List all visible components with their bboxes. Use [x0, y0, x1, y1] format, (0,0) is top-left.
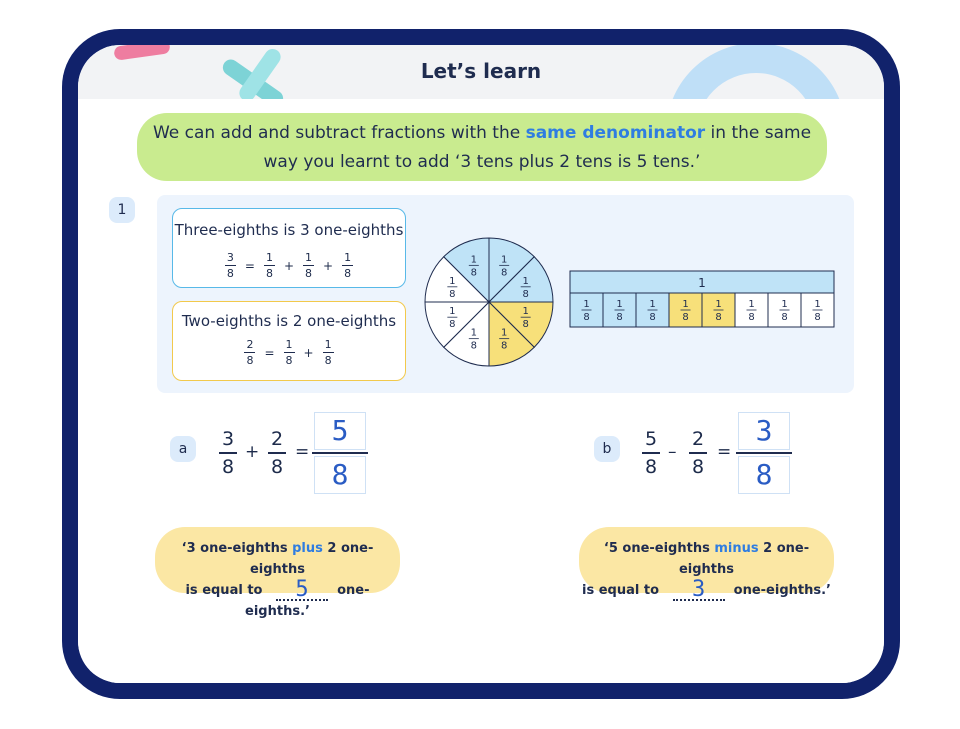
card-equation [173, 251, 405, 280]
svg-text:8: 8 [470, 267, 478, 279]
answer-numerator-box[interactable]: 3 [738, 412, 790, 450]
bar-whole-label: 1 [698, 276, 706, 290]
two-eighths-card [172, 301, 406, 381]
svg-text:8: 8 [470, 340, 478, 352]
fraction-bar [736, 452, 792, 454]
svg-text:8: 8 [781, 312, 788, 323]
eighths-pie-chart [422, 235, 556, 369]
numerator: 1 [265, 251, 273, 264]
svg-text:8: 8 [522, 288, 529, 300]
sentence-text: 2 one-eighths [678, 541, 810, 577]
numerator: 1 [305, 251, 313, 264]
answer-blank[interactable]: 3 [673, 581, 725, 601]
plus-sign: + [303, 345, 314, 360]
page-title: Let’s learn [420, 59, 542, 83]
numerator: 1 [324, 338, 332, 351]
fraction [244, 338, 255, 367]
sentence-text: ‘3 one-eighths [181, 541, 293, 556]
svg-text:1: 1 [616, 299, 623, 310]
denominator: 8 [305, 267, 313, 280]
svg-text:8: 8 [616, 312, 623, 323]
answer-denominator-box[interactable]: 8 [314, 456, 366, 494]
fraction-two-eighths [689, 428, 707, 478]
svg-text:1: 1 [522, 306, 529, 318]
operation-word: plus [292, 541, 323, 556]
answer-numerator-box[interactable]: 5 [314, 412, 366, 450]
fraction [303, 251, 314, 280]
svg-text:1: 1 [470, 327, 478, 339]
sentence-text: is equal to [582, 583, 660, 598]
denominator: 8 [270, 455, 284, 478]
part-b-badge: b [594, 436, 620, 462]
card-title: Two-eighths is 2 one-eighths [181, 312, 397, 330]
svg-text:8: 8 [748, 312, 755, 323]
svg-text:1: 1 [449, 275, 456, 287]
numerator: 3 [221, 428, 235, 450]
svg-text:1: 1 [781, 299, 788, 310]
fraction [323, 338, 334, 367]
denominator: 8 [265, 267, 273, 280]
denominator: 8 [226, 267, 234, 280]
fraction-five-eighths [642, 428, 660, 478]
denominator: 8 [691, 455, 705, 478]
denominator: 8 [644, 455, 658, 478]
svg-text:1: 1 [522, 275, 529, 287]
question-number-badge: 1 [109, 197, 135, 223]
svg-text:1: 1 [748, 299, 755, 310]
fraction [225, 251, 236, 280]
svg-text:8: 8 [682, 312, 689, 323]
svg-text:1: 1 [682, 299, 689, 310]
banner-text-end: in the same way you learnt to add ‘3 tens plus 2 tens is 5 tens.’ [263, 123, 812, 172]
svg-text:8: 8 [814, 312, 821, 323]
fraction [264, 251, 275, 280]
numerator: 2 [246, 338, 254, 351]
fraction-three-eighths [219, 428, 237, 478]
intro-banner [137, 113, 827, 181]
fraction-bar [312, 452, 368, 454]
svg-text:8: 8 [449, 288, 456, 300]
svg-text:1: 1 [814, 299, 821, 310]
eighths-bar-model [569, 270, 835, 330]
sentence-text: one-eighths.’ [245, 583, 370, 619]
sentence-bubble-a [155, 527, 400, 619]
fraction-two-eighths [268, 428, 286, 478]
svg-text:1: 1 [500, 327, 508, 339]
svg-text:1: 1 [583, 299, 590, 310]
numerator: 1 [285, 338, 293, 351]
denominator: 8 [324, 354, 332, 367]
numerator: 1 [344, 251, 352, 264]
svg-text:1: 1 [470, 254, 478, 266]
svg-text:8: 8 [583, 312, 590, 323]
sentence-text: ‘5 one-eighths [603, 541, 715, 556]
minus-sign: – [668, 442, 677, 462]
part-a-badge: a [170, 436, 196, 462]
svg-text:8: 8 [500, 340, 508, 352]
numerator: 2 [270, 428, 284, 450]
header-bar [78, 45, 884, 99]
svg-text:8: 8 [715, 312, 722, 323]
svg-text:1: 1 [649, 299, 656, 310]
svg-text:1: 1 [449, 306, 456, 318]
equals-sign: = [717, 442, 732, 462]
fraction [284, 338, 295, 367]
plus-sign: + [245, 442, 260, 462]
svg-text:8: 8 [522, 319, 529, 331]
fraction [342, 251, 353, 280]
card-equation [173, 338, 405, 367]
denominator: 8 [285, 354, 293, 367]
operation-word: minus [714, 541, 759, 556]
svg-text:1: 1 [500, 254, 508, 266]
equals-sign: = [244, 258, 255, 273]
sentence-text: 2 one-eighths [249, 541, 374, 577]
equals-sign: = [295, 442, 310, 462]
svg-text:8: 8 [500, 267, 508, 279]
banner-text: We can add and subtract fractions with the [152, 123, 526, 143]
denominator: 8 [344, 267, 352, 280]
three-eighths-card [172, 208, 406, 288]
svg-text:8: 8 [649, 312, 656, 323]
svg-text:8: 8 [449, 319, 456, 331]
banner-highlight: same denominator [525, 123, 706, 143]
plus-sign: + [283, 258, 295, 273]
denominator: 8 [221, 455, 235, 478]
answer-blank[interactable]: 5 [276, 581, 328, 601]
sentence-bubble-b [579, 527, 834, 602]
sentence-text: one-eighths.’ [733, 583, 831, 598]
denominator: 8 [246, 354, 254, 367]
sentence-text: is equal to [185, 583, 263, 598]
svg-text:1: 1 [715, 299, 722, 310]
numerator: 2 [691, 428, 705, 450]
plus-sign: + [323, 258, 334, 273]
answer-denominator-box[interactable]: 8 [738, 456, 790, 494]
numerator: 3 [226, 251, 234, 264]
numerator: 5 [644, 428, 658, 450]
card-title: Three-eighths is 3 one-eighths [174, 221, 404, 239]
equals-sign: = [264, 345, 275, 360]
